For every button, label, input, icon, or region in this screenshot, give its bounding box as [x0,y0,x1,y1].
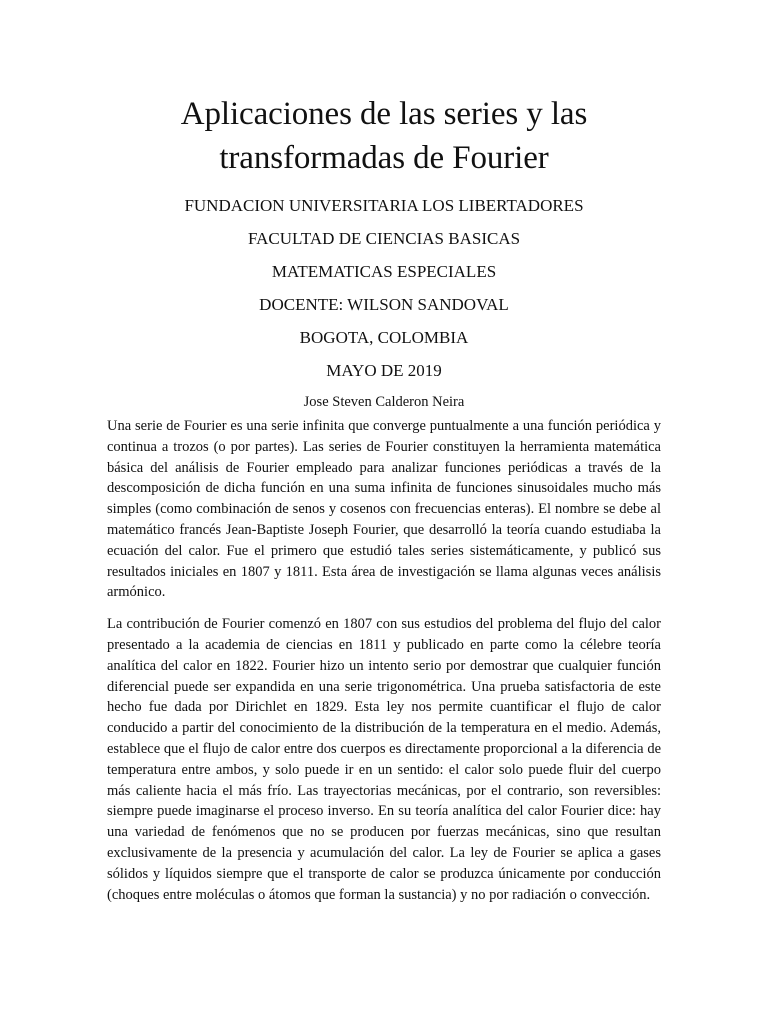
paragraph: La contribución de Fourier comenzó en 1807 con sus estudios del problema del flujo del calor presentado a la academia de ciencias en 1811 y publicado en parte como la célebre teoría analítica del calor en 1822. Fourier hizo un intento serio por demostrar que cualquier función diferencial puede ser expandida en una serie trigonométrica. Una prueba satisfactoria de este hecho fue dada por Dirichlet en 1829. Esta ley nos permite cuantificar el flujo de calor conducido a partir del conocimiento de la distribución de la temperatura en el medio. Además, establece que el flujo de calor entre dos cuerpos es directamente proporcional a la diferencia de temperatura entre ambos, y solo puede ir en un sentido: el calor solo puede fluir del cuerpo más caliente hacia el más frío. Las trayectorias mecánicas, por el contrario, son reversibles: siempre puede imaginarse el proceso inverso. En su teoría analítica del calor Fourier dice: hay una variedad de fenómenos que no se producen por fuerzas mecánicas, sino que resultan exclusivamente de la presencia y acumulación del calor. La ley de Fourier se aplica a gases sólidos y líquidos siempre que el transporte de calor se produzca únicamente por conducción (choques entre moléculas o átomos que forman la sustancia) y no por radiación o convección. [107,616,661,903]
institution-name: FUNDACION UNIVERSITARIA LOS LIBERTADORES [184,196,584,215]
faculty-name: FACULTAD DE CIENCIAS BASICAS [247,229,521,248]
title-line-2: transformadas de Fourier [219,140,549,176]
document-body [107,416,661,916]
paragraph: Una serie de Fourier es una serie infinita que converge puntualmente a una función periódica y continua a trozos (o por partes). Las series de Fourier constituyen la herramienta matemática básica del análisis de Fourier empleado para analizar funciones periódicas a través de la descomposición de dicha función en una suma infinita de funciones sinusoidales mucho más simples (como combinación de senos y cosenos con frecuencias enteras). El nombre se debe al matemático francés Jean-Baptiste Joseph Fourier, que desarrolló la teoría cuando estudiaba la ecuación del calor. Fue el primero que estudió tales series sistemáticamente, y publicó sus resultados iniciales en 1807 y 1811. Esta área de investigación se llama algunas veces análisis armónico. [107,418,661,601]
title-block-meta [0,189,768,411]
course-name: MATEMATICAS ESPECIALES [271,262,497,281]
document-title [0,92,768,180]
location: BOGOTA, COLOMBIA [299,328,469,347]
title-line-1: Aplicaciones de las series y las [180,96,588,132]
teacher-name: DOCENTE: WILSON SANDOVAL [259,295,509,314]
document-date: MAYO DE 2019 [326,361,442,380]
author-name: Jose Steven Calderon Neira [303,394,465,410]
